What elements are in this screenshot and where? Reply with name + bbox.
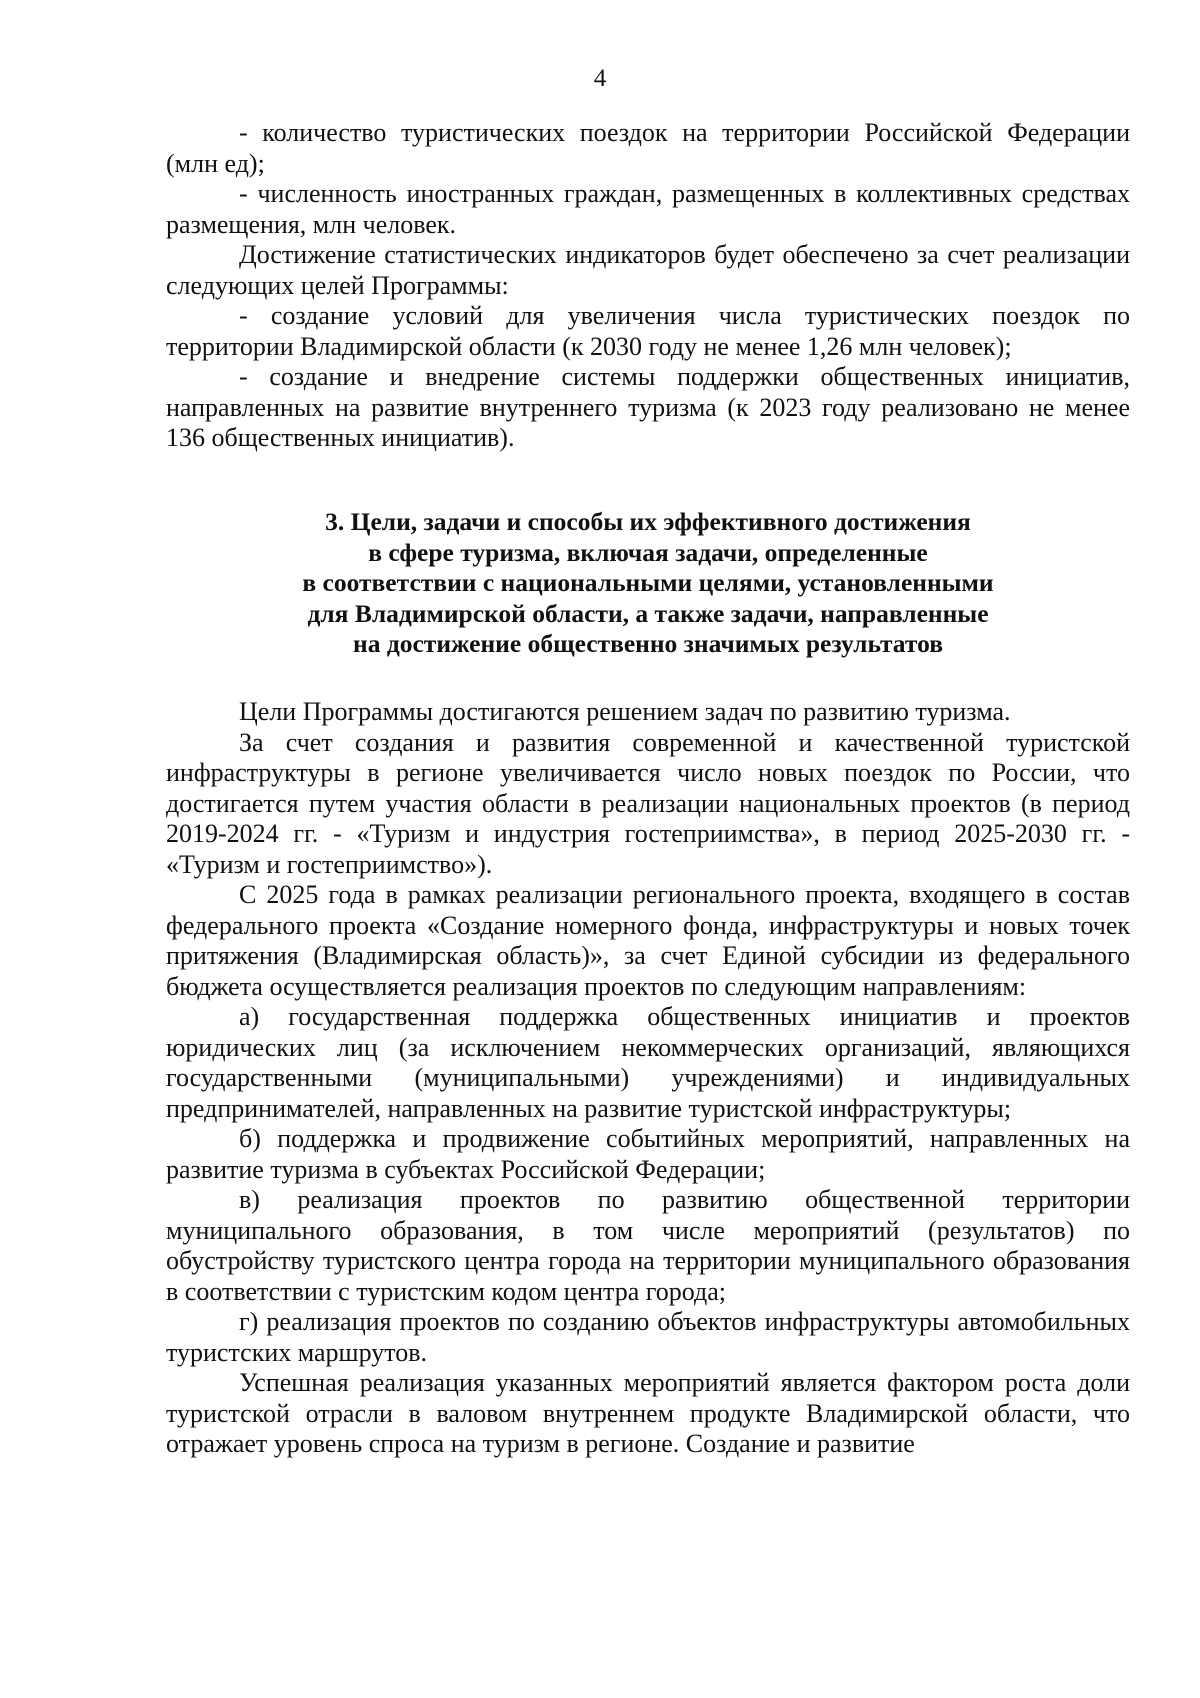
list-item-b: б) поддержка и продвижение событийных мероприятий, направленных на развитие туризма в субъектах Российской Федерации;: [166, 1124, 1130, 1184]
section-heading-line: 3. Цели, задачи и способы их эффективного достижения: [325, 507, 971, 536]
paragraph-goal-initiatives: - создание и внедрение системы поддержки общественных инициатив, направленных на развитие внутреннего туризма (к 2023 году реализовано не менее 136 общественных инициатив).: [166, 362, 1130, 452]
main-text-block: [166, 697, 1130, 1460]
list-item-v: в) реализация проектов по развитию общественной территории муниципального образования, в том числе мероприятий (результатов) по обустройству туристского центра города на территории муниципального образования в соответствии с туристским кодом центра города;: [166, 1185, 1130, 1306]
paragraph-infrastructure: За счет создания и развития современной и качественной туристской инфраструктуры в регионе увеличивается число новых поездок по России, что достигается путем участия области в реализации национальных проектов (в период 2019-2024 гг. - «Туризм и индустрия гостеприимства», в период 2025-2030 гг. - «Туризм и гостеприимство»).: [166, 727, 1130, 879]
page-number: 4: [593, 65, 607, 92]
section-heading-line: на достижение общественно значимых результатов: [353, 629, 943, 658]
paragraph-indicator-trips: - количество туристических поездок на территории Российской Федерации (млн ед);: [166, 118, 1130, 178]
paragraph-indicators-achievement: Достижение статистических индикаторов будет обеспечено за счет реализации следующих целей Программы:: [166, 240, 1130, 300]
section-heading-line: в сфере туризма, включая задачи, определенные: [368, 537, 928, 567]
list-item-g: г) реализация проектов по созданию объектов инфраструктуры автомобильных туристских маршрутов.: [166, 1307, 1130, 1367]
section-heading-line: в соответствии с национальными целями, установленными: [302, 568, 994, 597]
list-item-a: а) государственная поддержка общественных инициатив и проектов юридических лиц (за исключением некоммерческих организаций, являющихся государственными (муниципальными) учреждениями) и индивидуальных предпринимателей, направленных на развитие туристской инфраструктуры;: [166, 1002, 1130, 1123]
paragraph-indicator-foreigners: - численность иностранных граждан, размещенных в коллективных средствах размещения, млн человек.: [166, 179, 1130, 239]
paragraph-regional-project: С 2025 года в рамках реализации регионального проекта, входящего в состав федерального проекта «Создание номерного фонда, инфраструктуры и новых точек притяжения (Владимирская область)», за счет Единой субсидии из федерального бюджета осуществляется реализация проектов по следующим направлениям:: [166, 880, 1130, 1001]
section-heading-line: для Владимирской области, а также задачи, направленные: [307, 598, 989, 628]
intro-text-block: [166, 118, 1130, 454]
paragraph-goals-achieved: Цели Программы достигаются решением задач по развитию туризма.: [239, 697, 1011, 726]
paragraph-success-factor: Успешная реализация указанных мероприятий является фактором роста доли туристской отрасли в валовом внутреннем продукте Владимирской области, что отражает уровень спроса на туризм в регионе. Создание и развитие: [166, 1368, 1130, 1458]
section-heading: [166, 507, 1130, 660]
paragraph-goal-trips: - создание условий для увеличения числа туристических поездок по территории Владимирской области (к 2030 году не менее 1,26 млн человек);: [166, 301, 1130, 361]
